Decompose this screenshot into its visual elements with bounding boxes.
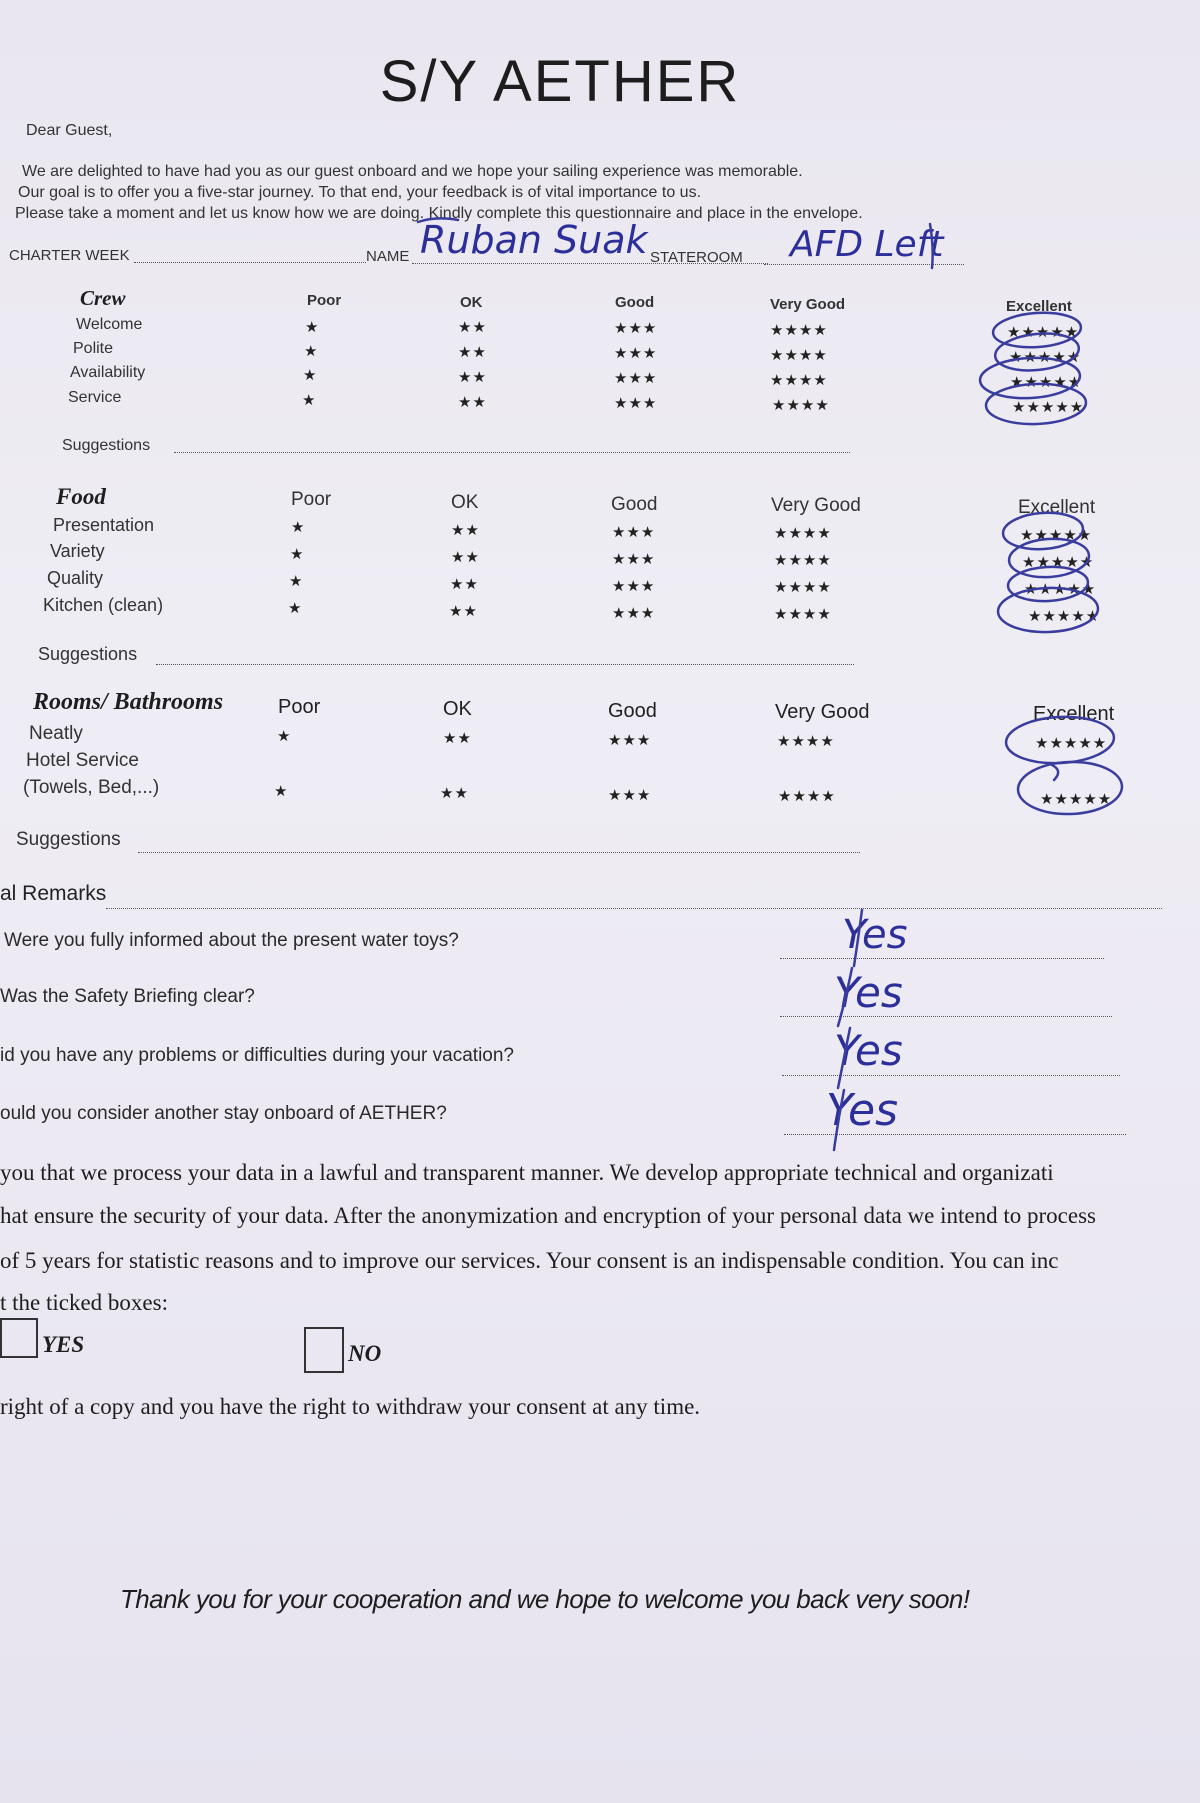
rooms-hotel-poor[interactable]: ★: [274, 783, 289, 800]
intro-line-1: We are delighted to have had you as our guest onboard and we hope your sailing experience was memorable.: [22, 163, 803, 180]
crew-welcome-verygood[interactable]: ★★★★: [770, 322, 828, 339]
crew-polite-ok[interactable]: ★★: [458, 344, 487, 361]
col-good-crew: Good: [615, 294, 655, 311]
question-safety-briefing: Was the Safety Briefing clear?: [0, 986, 255, 1007]
food-kitchen-excellent[interactable]: ★★★★★: [1028, 608, 1101, 625]
crew-availability-excellent[interactable]: ★★★★★: [1010, 374, 1083, 391]
rooms-hotel-excellent[interactable]: ★★★★★: [1040, 791, 1113, 808]
food-kitchen-good[interactable]: ★★★: [612, 605, 656, 622]
food-variety-good[interactable]: ★★★: [612, 551, 656, 568]
col-ok-food: OK: [451, 492, 479, 513]
remarks-field[interactable]: [106, 908, 1162, 909]
crew-service-poor[interactable]: ★: [302, 392, 317, 409]
rooms-hotel-verygood[interactable]: ★★★★: [778, 788, 836, 805]
food-variety-ok[interactable]: ★★: [451, 549, 480, 566]
remarks-label: al Remarks: [0, 882, 107, 905]
crew-polite-poor[interactable]: ★: [304, 343, 319, 360]
food-item-kitchen: Kitchen (clean): [43, 595, 164, 615]
consent-no-checkbox[interactable]: [304, 1327, 344, 1373]
food-variety-poor[interactable]: ★: [290, 546, 305, 563]
col-poor-crew: Poor: [307, 292, 342, 309]
crew-service-excellent[interactable]: ★★★★★: [1012, 399, 1085, 416]
crew-service-ok[interactable]: ★★: [458, 394, 487, 411]
crew-polite-good[interactable]: ★★★: [614, 345, 658, 362]
name-label: NAME: [366, 248, 410, 265]
answer-another-stay: Yes: [826, 1085, 899, 1136]
col-ok-crew: OK: [460, 294, 483, 311]
col-verygood-crew: Very Good: [770, 296, 846, 313]
col-poor-rooms: Poor: [278, 696, 321, 718]
col-excellent-rooms: Excellent: [1033, 703, 1115, 725]
crew-welcome-excellent[interactable]: ★★★★★: [1007, 324, 1080, 341]
crew-item-polite: Polite: [73, 340, 114, 357]
privacy-line-1: you that we process your data in a lawful and transparent manner. We develop appropriate technical and organizati: [0, 1160, 1054, 1185]
food-item-quality: Quality: [47, 568, 104, 588]
rooms-neatly-verygood[interactable]: ★★★★: [777, 733, 835, 750]
food-item-variety: Variety: [50, 541, 105, 561]
consent-yes-label: YES: [42, 1332, 85, 1357]
rooms-item-towels-bed: (Towels, Bed,...): [23, 777, 160, 798]
crew-availability-poor[interactable]: ★: [303, 367, 318, 384]
rooms-suggestions-field[interactable]: [138, 852, 860, 853]
food-presentation-verygood[interactable]: ★★★★: [774, 525, 832, 542]
crew-availability-good[interactable]: ★★★: [614, 370, 658, 387]
crew-suggestions-label: Suggestions: [62, 437, 151, 454]
answer-line-water-toys[interactable]: [780, 958, 1104, 959]
consent-no-label: NO: [348, 1341, 382, 1366]
question-water-toys: Were you fully informed about the present water toys?: [4, 930, 459, 951]
question-problems: id you have any problems or difficulties during your vacation?: [0, 1045, 514, 1066]
answer-problems: Yes: [834, 1026, 903, 1075]
section-title-food: Food: [56, 484, 106, 509]
answer-line-problems[interactable]: [782, 1075, 1120, 1076]
crew-availability-verygood[interactable]: ★★★★: [770, 372, 828, 389]
col-good-food: Good: [611, 494, 658, 515]
crew-polite-verygood[interactable]: ★★★★: [770, 347, 828, 364]
answer-water-toys: Yes: [842, 912, 908, 958]
intro-line-2: Our goal is to offer you a five-star journey. To that end, your feedback is of vital importance to us.: [18, 184, 702, 201]
crew-item-service: Service: [68, 389, 122, 406]
rooms-neatly-good[interactable]: ★★★: [608, 732, 652, 749]
col-verygood-rooms: Very Good: [775, 701, 870, 723]
food-quality-excellent[interactable]: ★★★★★: [1024, 581, 1097, 598]
stateroom-handwritten: AFD Left: [790, 224, 944, 265]
food-presentation-ok[interactable]: ★★: [451, 522, 480, 539]
consent-yes-checkbox[interactable]: [0, 1318, 38, 1358]
crew-welcome-good[interactable]: ★★★: [614, 320, 658, 337]
stateroom-label: STATEROOM: [650, 249, 743, 266]
food-kitchen-ok[interactable]: ★★: [449, 603, 478, 620]
rooms-neatly-ok[interactable]: ★★: [443, 730, 472, 747]
crew-service-verygood[interactable]: ★★★★: [772, 397, 830, 414]
document-title: S/Y AETHER: [379, 49, 741, 114]
rooms-item-neatly: Neatly: [29, 723, 83, 744]
crew-welcome-ok[interactable]: ★★: [458, 319, 487, 336]
section-title-rooms: Rooms/ Bathrooms: [33, 689, 224, 715]
food-presentation-poor[interactable]: ★: [291, 519, 306, 536]
rights-text: right of a copy and you have the right to withdraw your consent at any time.: [0, 1394, 701, 1419]
crew-suggestions-field[interactable]: [174, 452, 850, 453]
food-suggestions-label: Suggestions: [38, 644, 138, 664]
privacy-line-3: of 5 years for statistic reasons and to improve our services. Your consent is an indispensable condition. You can inc: [0, 1248, 1059, 1273]
food-variety-excellent[interactable]: ★★★★★: [1022, 554, 1095, 571]
col-verygood-food: Very Good: [771, 495, 861, 516]
food-kitchen-poor[interactable]: ★: [288, 600, 303, 617]
rooms-suggestions-label: Suggestions: [16, 829, 121, 850]
col-excellent-crew: Excellent: [1006, 298, 1072, 315]
hook-rooms: [1050, 764, 1058, 780]
crew-item-availability: Availability: [70, 364, 146, 381]
food-quality-ok[interactable]: ★★: [450, 576, 479, 593]
crew-service-good[interactable]: ★★★: [614, 395, 658, 412]
food-quality-verygood[interactable]: ★★★★: [774, 579, 832, 596]
privacy-line-2: hat ensure the security of your data. After the anonymization and encryption of your personal data we intend to process: [0, 1203, 1096, 1228]
name-handwritten: Ruban Suak: [420, 218, 648, 262]
rooms-neatly-poor[interactable]: ★: [277, 728, 292, 745]
rooms-hotel-good[interactable]: ★★★: [608, 787, 652, 804]
food-quality-poor[interactable]: ★: [289, 573, 304, 590]
intro-line-3: Please take a moment and let us know how we are doing. Kindly complete this questionnaire and place in the envelope.: [15, 205, 863, 222]
food-item-presentation: Presentation: [53, 515, 155, 535]
food-suggestions-field[interactable]: [156, 664, 854, 665]
rooms-item-hotel-service: Hotel Service: [26, 750, 139, 771]
charter-week-label: CHARTER WEEK: [9, 247, 130, 264]
col-ok-rooms: OK: [443, 698, 472, 720]
answer-line-safety[interactable]: [780, 1016, 1112, 1017]
crew-item-welcome: Welcome: [76, 316, 143, 333]
food-presentation-good[interactable]: ★★★: [612, 524, 656, 541]
privacy-line-4: t the ticked boxes:: [0, 1290, 168, 1315]
crew-welcome-poor[interactable]: ★: [305, 319, 320, 336]
food-quality-good[interactable]: ★★★: [612, 578, 656, 595]
answer-safety-briefing: Yes: [834, 968, 903, 1017]
col-good-rooms: Good: [608, 700, 657, 722]
col-excellent-food: Excellent: [1018, 497, 1096, 518]
food-presentation-excellent[interactable]: ★★★★★: [1020, 527, 1093, 544]
closing-message: Thank you for your cooperation and we hope to welcome you back very soon!: [120, 1584, 970, 1614]
food-kitchen-verygood[interactable]: ★★★★: [774, 606, 832, 623]
section-title-crew: Crew: [80, 286, 126, 310]
crew-polite-excellent[interactable]: ★★★★★: [1009, 349, 1082, 366]
food-variety-verygood[interactable]: ★★★★: [774, 552, 832, 569]
question-another-stay: ould you consider another stay onboard of AETHER?: [0, 1103, 447, 1124]
col-poor-food: Poor: [291, 489, 332, 510]
crew-availability-ok[interactable]: ★★: [458, 369, 487, 386]
greeting: Dear Guest,: [26, 122, 113, 139]
charter-week-field[interactable]: [134, 262, 366, 263]
rooms-hotel-ok[interactable]: ★★: [440, 785, 469, 802]
rooms-neatly-excellent[interactable]: ★★★★★: [1035, 735, 1108, 752]
